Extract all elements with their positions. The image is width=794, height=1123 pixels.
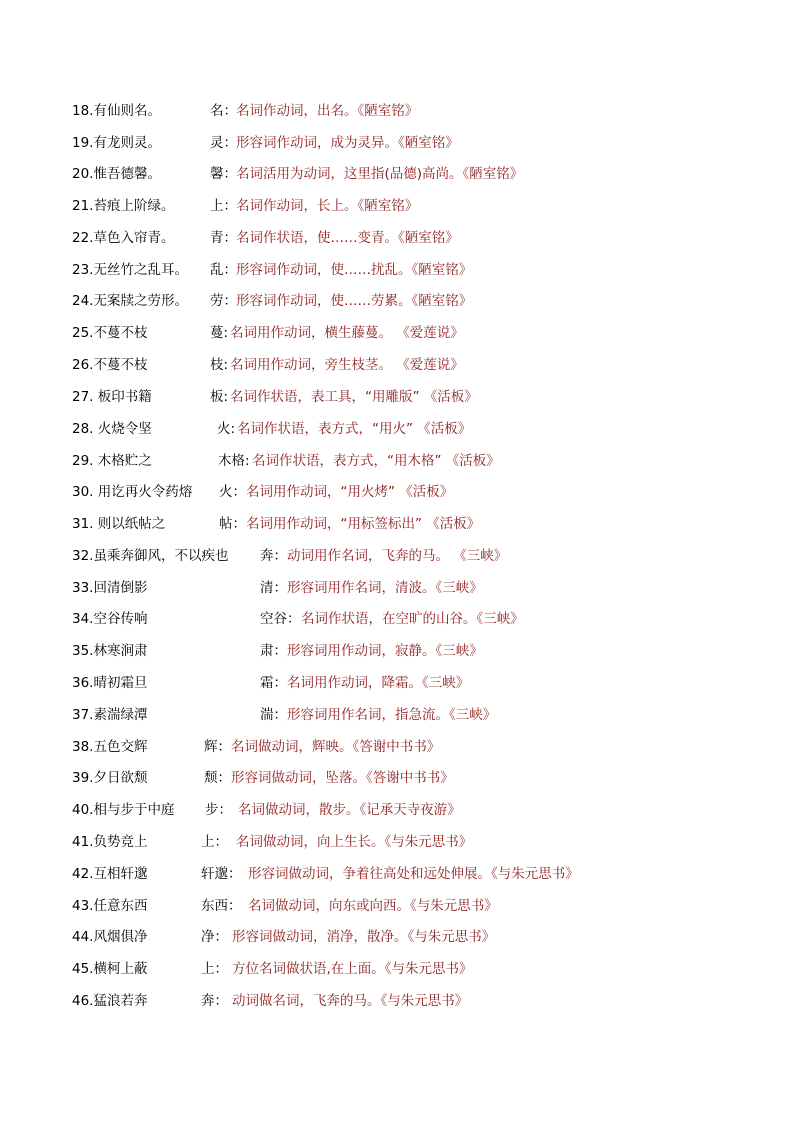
entry-word: 肃： [260,643,287,659]
entry-phrase: 24.无案牍之劳形。 [72,293,188,309]
entry-explanation: 形容词做动词，争着往高处和远处伸展。《与朱元思书》 [248,866,579,882]
entry-phrase: 40.相与步于中庭 [72,802,175,818]
entry-word: 清： [260,580,287,596]
entry-word: 轩邈： [201,866,242,882]
entry-phrase: 25.不蔓不枝 [72,325,148,341]
entry-explanation: 名词做动词，辉映。《答谢中书书》 [231,739,441,755]
entry-word: 上： [210,198,237,214]
entry-word: 劳： [210,293,237,309]
entry-word: 东西： [201,898,242,914]
entry-word: 蔓: [210,325,229,341]
entry-phrase: 43.任意东西 [72,898,148,914]
entry-explanation: 名词做动词，向东或向西。《与朱元思书》 [248,898,498,914]
entry-word: 颓： [204,770,231,786]
entry-explanation: 名词用作动词，降霜。《三峡》 [287,675,470,691]
entry-word: 上： [201,961,228,977]
entry-explanation: 名词作动词，长上。《陋室铭》 [236,198,419,214]
entry-word: 空谷： [260,611,301,627]
entry-word: 净： [201,929,228,945]
entry-explanation: 名词做动词，散步。《记承天寺夜游》 [238,802,461,818]
entry-explanation: 形容词用作动词，寂静。《三峡》 [287,643,483,659]
entry-explanation: 名词用作动词，“用标签标出” 《活板》 [246,516,481,532]
entry-phrase: 42.互相轩邈 [72,866,148,882]
entry-phrase: 46.猛浪若奔 [72,993,148,1009]
entry-phrase: 18.有仙则名。 [72,103,161,119]
entry-explanation: 动词用作名词，飞奔的马。 《三峡》 [287,548,508,564]
entry-explanation: 名词做动词，向上生长。《与朱元思书》 [236,834,473,850]
entry-phrase: 32.虽乘奔御风，不以疾也 [72,548,229,564]
entry-explanation: 形容词做动词，坠落。《答谢中书书》 [231,770,454,786]
entry-explanation: 名词作状语，表方式，“用火” 《活板》 [237,421,472,437]
entry-word: 上： [201,834,228,850]
entry-phrase: 39.夕日欲颓 [72,770,148,786]
entry-word: 湍： [260,707,287,723]
entry-phrase: 21.苔痕上阶绿。 [72,198,175,214]
entry-phrase: 35.林寒涧肃 [72,643,148,659]
entry-explanation: 名词活用为动词，这里指(品德)高尚。《陋室铭》 [236,166,524,182]
entry-explanation: 名词用作动词，“用火烤” 《活板》 [246,484,454,500]
entry-word: 枝: [210,357,229,373]
entry-phrase: 28. 火烧令坚 [72,421,152,437]
entry-explanation: 名词用作动词，旁生枝茎。 《爱莲说》 [230,357,464,373]
entry-phrase: 33.回清倒影 [72,580,148,596]
entry-word: 灵： [210,135,237,151]
entry-explanation: 名词用作动词，横生藤蔓。 《爱莲说》 [230,325,464,341]
entry-explanation: 形容词作动词，使……劳累。《陋室铭》 [236,293,473,309]
entry-explanation: 动词做名词，飞奔的马。《与朱元思书》 [232,993,469,1009]
entry-phrase: 19.有龙则灵。 [72,135,161,151]
entry-phrase: 38.五色交辉 [72,739,148,755]
entry-phrase: 26.不蔓不枝 [72,357,148,373]
entry-explanation: 方位名词做状语,在上面。《与朱元思书》 [232,961,473,977]
entry-explanation: 名词作状语，在空旷的山谷。《三峡》 [301,611,524,627]
entry-explanation: 形容词作动词，成为灵异。《陋室铭》 [236,135,459,151]
entry-explanation: 形容词用作名词，指急流。《三峡》 [287,707,497,723]
entry-explanation: 形容词用作名词，清波。《三峡》 [287,580,483,596]
entry-phrase: 37.素湍绿潭 [72,707,148,723]
entry-phrase: 23.无丝竹之乱耳。 [72,262,188,278]
entry-phrase: 34.空谷传响 [72,611,148,627]
entry-phrase: 45.横柯上蔽 [72,961,148,977]
entry-word: 乱： [210,262,237,278]
entry-phrase: 44.风烟俱净 [72,929,148,945]
entry-phrase: 30. 用讫再火令药熔 [72,484,193,500]
entry-explanation: 名词作动词，出名。《陋室铭》 [236,103,419,119]
entry-word: 辉： [204,739,231,755]
entry-word: 火： [219,484,246,500]
entry-explanation: 名词作状语，使……变青。《陋室铭》 [236,230,459,246]
entry-explanation: 名词作状语，表工具，“用雕版” 《活板》 [230,389,478,405]
entry-word: 奔： [201,993,228,1009]
entry-word: 帖： [219,516,246,532]
entry-phrase: 27. 板印书籍 [72,389,152,405]
entry-phrase: 31. 则以纸帖之 [72,516,166,532]
entry-phrase: 41.负势竞上 [72,834,148,850]
entry-word: 霜： [260,675,287,691]
entry-explanation: 形容词作动词，使……扰乱。《陋室铭》 [236,262,473,278]
entry-phrase: 36.晴初霜旦 [72,675,148,691]
entry-explanation: 形容词做动词，消净，散净。《与朱元思书》 [232,929,496,945]
entry-word: 馨： [210,166,237,182]
entry-phrase: 20.惟吾德馨。 [72,166,161,182]
entry-word: 青： [210,230,237,246]
entry-word: 步： [205,802,232,818]
entry-phrase: 29. 木格贮之 [72,453,152,469]
entry-word: 名： [210,103,237,119]
entry-word: 板: [210,389,229,405]
entry-phrase: 22.草色入帘青。 [72,230,175,246]
entry-word: 奔： [260,548,287,564]
entry-explanation: 名词作状语，表方式，“用木格” 《活板》 [252,453,500,469]
entry-word: 木格: [218,453,250,469]
entry-word: 火: [217,421,236,437]
